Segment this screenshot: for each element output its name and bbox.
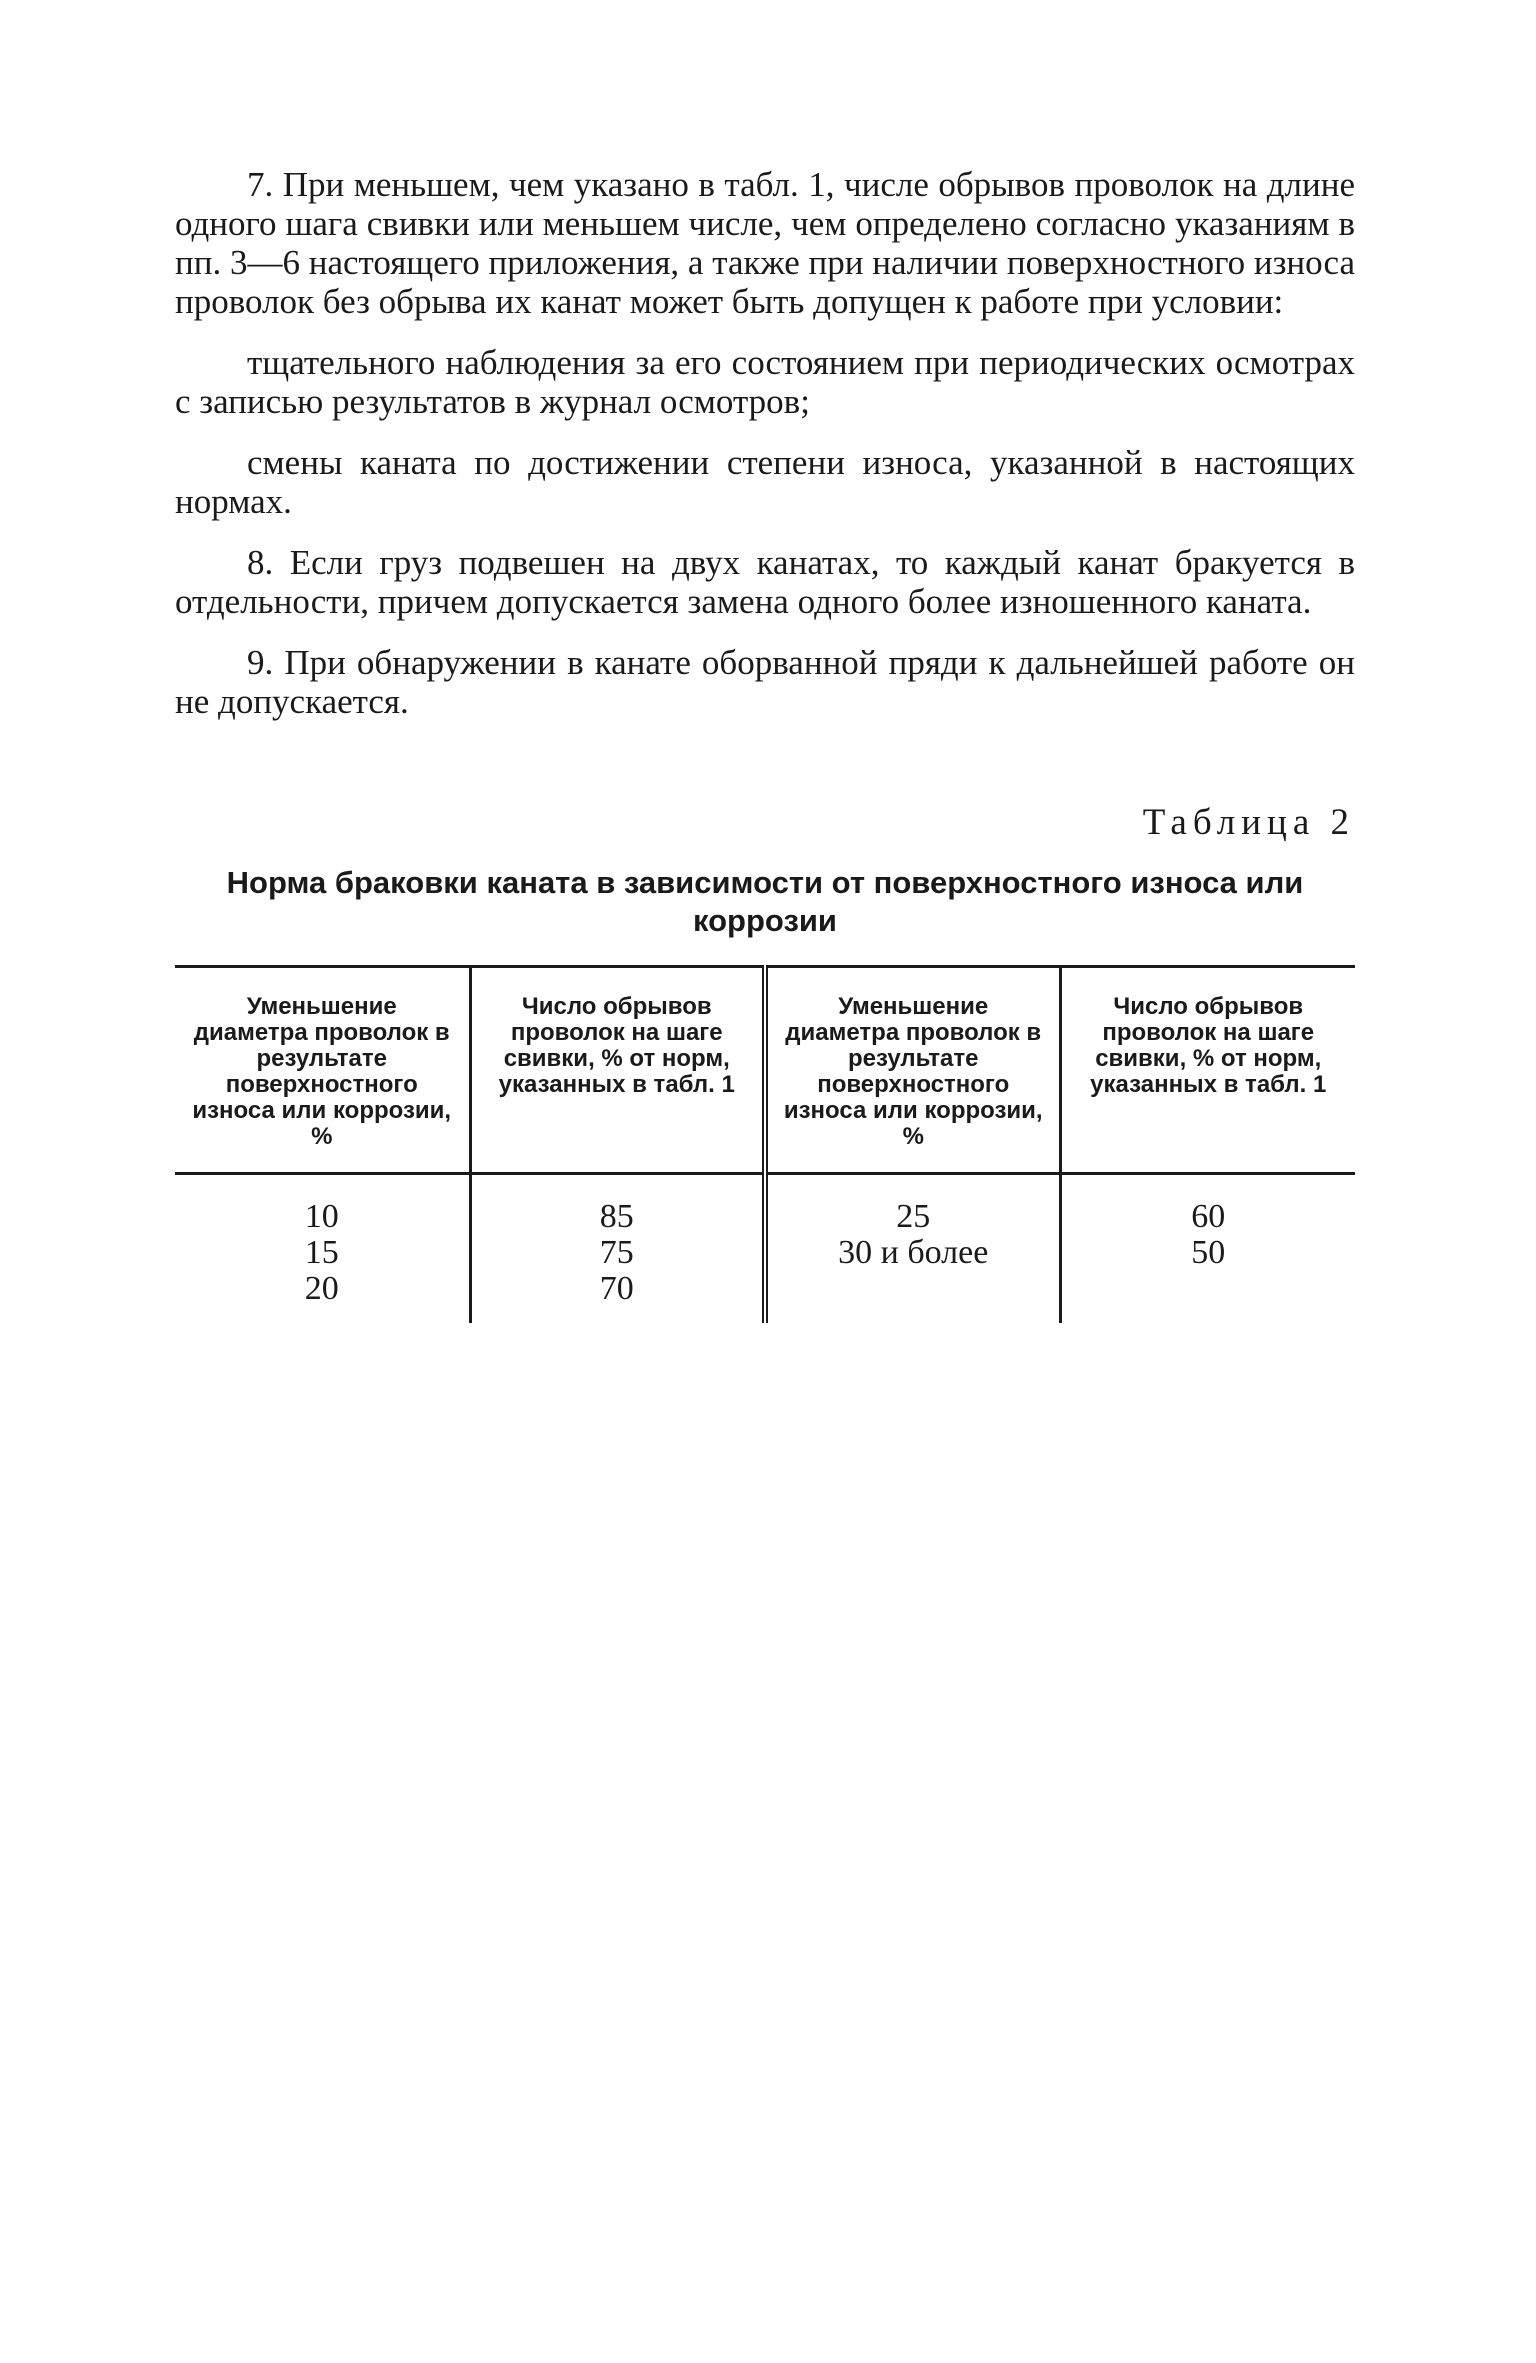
header-diameter-reduction-1: Уменьшение диаметра проволок в результате поверхностного износа или коррозии, % — [175, 967, 470, 1174]
header-wire-breaks-2: Число обрывов проволок на шаге свивки, % от норм, указанных в табл. 1 — [1060, 967, 1355, 1174]
paragraph-7: 7. При меньшем, чем указано в табл. 1, числе обрывов проволок на длине одного шага свивки или меньшем числе, чем определено согласно указаниям в пп. 3—6 настоящего приложения, а также при наличии поверхностного износа проволок без обрыва их канат может быть допущен к работе при условии: — [175, 165, 1355, 321]
cell-break-values-1 — [470, 1174, 765, 1324]
table-label: Таблица 2 — [1142, 802, 1355, 843]
paragraph-8: 8. Если груз подвешен на двух канатах, то каждый канат бракуется в отдельности, причем допускается замена одного более изношенного каната. — [175, 543, 1355, 621]
document-page — [175, 165, 1355, 1323]
cell-diameter-values-2 — [765, 1174, 1060, 1324]
value: 60 — [1191, 1198, 1226, 1235]
value: 85 — [599, 1198, 634, 1235]
header-diameter-reduction-2: Уменьшение диаметра проволок в результате поверхностного износа или коррозии, % — [765, 967, 1060, 1174]
value: 50 — [1191, 1234, 1226, 1271]
value: 10 — [304, 1198, 339, 1235]
paragraph-7-condition-1: тщательного наблюдения за его состоянием при периодических осмотрах с записью результатов в журнал осмотров; — [175, 343, 1355, 421]
value: 30 и более — [838, 1234, 989, 1271]
cell-diameter-values-1 — [175, 1174, 470, 1324]
header-wire-breaks-1: Число обрывов проволок на шаге свивки, % от норм, указанных в табл. 1 — [470, 967, 765, 1174]
paragraph-7-condition-2: смены каната по достижении степени износа, указанной в настоящих нормах. — [175, 443, 1355, 521]
value: 25 — [896, 1198, 931, 1235]
table-row — [175, 1174, 1355, 1324]
value: 20 — [304, 1270, 339, 1307]
value: 75 — [599, 1234, 634, 1271]
value: 70 — [599, 1270, 634, 1307]
value: 15 — [304, 1234, 339, 1271]
cell-break-values-2 — [1060, 1174, 1355, 1324]
table-title: Норма браковки каната в зависимости от поверхностного износа или коррозии — [226, 865, 1304, 938]
table-header-row — [175, 967, 1355, 1174]
norm-table — [175, 965, 1355, 1323]
paragraph-9: 9. При обнаружении в канате оборванной пряди к дальнейшей работе он не допускается. — [175, 643, 1355, 721]
